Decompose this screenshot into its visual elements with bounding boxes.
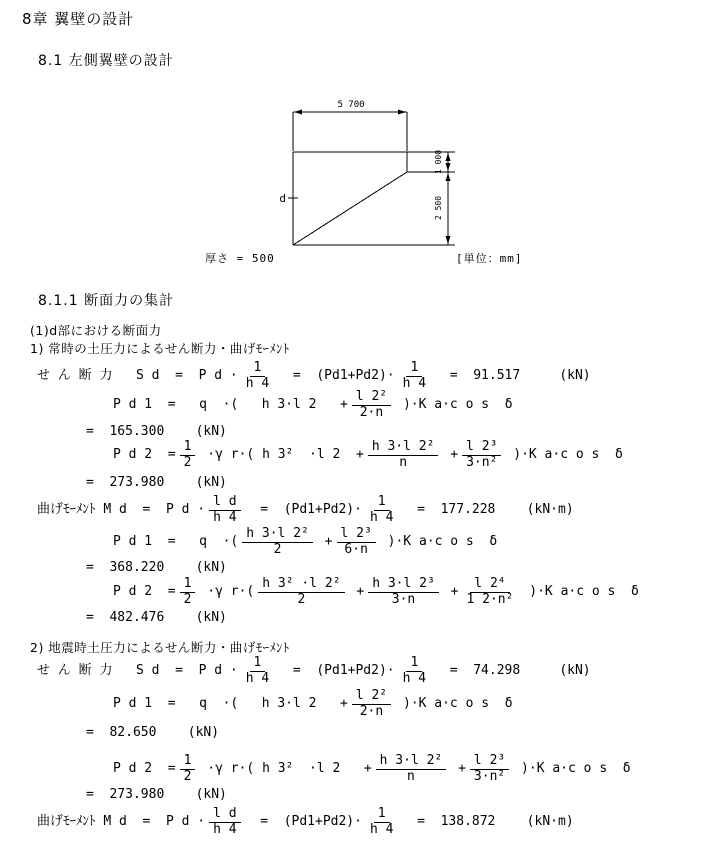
thickness-caption: 厚さ = 500 <box>205 252 275 265</box>
fraction-numerator: l 2³ <box>470 754 509 770</box>
fraction <box>180 577 196 608</box>
case2-heading: 2) 地震時土圧力によるせん断力・曲げﾓｰﾒﾝﾄ <box>30 640 290 655</box>
fraction <box>209 495 240 526</box>
fraction-denominator: 2 <box>183 591 192 607</box>
formula-text: = (Pd1+Pd2)· <box>244 501 362 517</box>
formula-md-pd2-normal-value <box>86 611 227 626</box>
d-label: d <box>279 192 286 205</box>
formula-md-pd1-normal <box>113 527 497 558</box>
formula-text: P d 2 = <box>113 446 176 462</box>
unit-caption: [単位：mm] <box>456 252 523 265</box>
fraction-denominator: 1 2·n² <box>466 591 514 607</box>
fraction <box>462 577 517 608</box>
formula-text: + <box>442 446 459 462</box>
fraction <box>368 440 439 471</box>
fraction-numerator: h 3·l 2² <box>242 527 313 543</box>
fraction <box>399 656 430 687</box>
fraction-denominator: 2 <box>297 591 306 607</box>
fraction-numerator: 1 <box>180 440 196 456</box>
formula-shear-seismic <box>37 656 591 687</box>
right-upper-dimension-label: 1 000 <box>434 149 443 175</box>
fraction-denominator: h 4 <box>213 509 237 525</box>
formula-text: せ ん 断 力 S d = P d · <box>37 367 238 383</box>
arrowhead <box>294 110 302 115</box>
fraction-denominator: h 4 <box>369 509 394 525</box>
arrowhead <box>446 236 451 244</box>
formula-text: = 74.298 (kN) <box>434 662 591 678</box>
fraction-denominator: h 4 <box>402 670 427 686</box>
fraction <box>337 527 376 558</box>
fraction-numerator: 1 <box>374 495 390 511</box>
subsection-title: 8.1.1 断面力の集計 <box>38 293 175 309</box>
formula-text: + <box>442 583 459 599</box>
fraction <box>366 495 397 526</box>
fraction-numerator: h 3·l 2² <box>376 754 447 770</box>
formula-pd2-normal <box>113 440 623 471</box>
fraction-numerator: 1 <box>180 754 196 770</box>
fraction-numerator: h 3·l 2³ <box>368 577 439 593</box>
right-lower-dimension-label: 2 500 <box>434 195 443 221</box>
wing-wall-diagram <box>0 0 723 300</box>
formula-pd1-normal-value <box>86 425 227 440</box>
formula-pd1-normal <box>113 390 513 421</box>
fraction-numerator: l d <box>209 807 240 823</box>
fraction-denominator: 6·n <box>344 541 368 557</box>
formula-text: = 138.872 (kN·m) <box>401 813 574 829</box>
formula-pd1-seismic <box>113 689 513 720</box>
formula-text: 曲げﾓｰﾒﾝﾄ M d = P d · <box>37 813 206 829</box>
formula-moment-seismic <box>37 807 574 838</box>
note-d-section: (1)d部における断面力 <box>30 323 162 338</box>
formula-text: せ ん 断 力 S d = P d · <box>37 662 238 678</box>
fraction <box>209 807 240 838</box>
fraction <box>366 807 397 838</box>
wall-diagonal-edge <box>293 172 407 245</box>
fraction-denominator: 2·n <box>359 703 384 719</box>
fraction-numerator: h 3² ·l 2² <box>258 577 344 593</box>
formula-pd2-seismic <box>113 754 631 785</box>
formula-text: = 165.300 (kN) <box>86 424 227 439</box>
fraction-denominator: 2 <box>273 541 282 557</box>
formula-moment-normal <box>37 495 574 526</box>
fraction <box>376 754 447 785</box>
formula-md-pd1-normal-value <box>86 561 227 576</box>
fraction <box>242 361 273 392</box>
fraction <box>352 689 391 720</box>
formula-text: + <box>450 760 466 776</box>
top-dimension-label: 5 700 <box>337 100 365 110</box>
fraction-numerator: l 2⁴ <box>470 577 509 593</box>
fraction <box>242 656 273 687</box>
formula-pd2-normal-value <box>86 476 227 491</box>
formula-text: )·K a·c o s δ <box>395 695 513 711</box>
formula-text: )·K a·c o s δ <box>513 760 631 776</box>
formula-text: P d 1 = q ·( h 3·l 2 + <box>113 695 348 711</box>
arrowhead <box>446 173 451 181</box>
formula-text: = (Pd1+Pd2)· <box>277 367 395 383</box>
fraction-denominator: 2 <box>183 454 192 470</box>
formula-text: ·γ r·( h 3² ·l 2 + <box>199 760 372 776</box>
fraction-denominator: 2·n <box>359 404 384 420</box>
fraction-numerator: l 2² <box>352 689 391 705</box>
arrowhead <box>398 110 406 115</box>
formula-text: = (Pd1+Pd2)· <box>244 813 362 829</box>
fraction-numerator: 1 <box>406 656 422 672</box>
formula-text: = 368.220 (kN) <box>86 560 227 575</box>
formula-text: = 273.980 (kN) <box>86 475 227 490</box>
fraction-numerator: 1 <box>180 577 196 593</box>
fraction <box>258 577 344 608</box>
formula-text: P d 2 = <box>113 583 176 599</box>
formula-text: + <box>348 583 365 599</box>
formula-text: = 482.476 (kN) <box>86 610 227 625</box>
fraction <box>462 440 501 471</box>
formula-text: P d 1 = q ·( <box>113 533 239 549</box>
fraction-numerator: 1 <box>374 807 390 823</box>
fraction-denominator: 3·n <box>391 591 416 607</box>
fraction-denominator: n <box>407 768 415 784</box>
fraction-denominator: 2 <box>183 768 192 784</box>
fraction-numerator: l d <box>209 495 240 511</box>
fraction-numerator: l 2³ <box>462 440 501 456</box>
fraction <box>180 440 196 471</box>
formula-text: = 273.980 (kN) <box>86 787 227 802</box>
formula-text: P d 2 = <box>113 760 176 776</box>
fraction <box>352 390 391 421</box>
fraction-numerator: l 2² <box>352 390 391 406</box>
formula-shear-normal <box>37 361 591 392</box>
fraction-denominator: h 4 <box>402 375 427 391</box>
fraction-numerator: 1 <box>406 361 422 377</box>
fraction <box>470 754 509 785</box>
fraction-denominator: h 4 <box>245 375 270 391</box>
fraction-numerator: h 3·l 2² <box>368 440 439 456</box>
formula-text: = 177.228 (kN·m) <box>401 501 574 517</box>
fraction-numerator: l 2³ <box>337 527 376 543</box>
formula-text: ·γ r·( <box>199 583 255 599</box>
fraction-numerator: 1 <box>250 656 266 672</box>
formula-text: + <box>316 533 333 549</box>
fraction-denominator: h 4 <box>245 670 270 686</box>
formula-pd1-seismic-value <box>86 726 219 741</box>
fraction <box>399 361 430 392</box>
arrowhead <box>446 153 451 161</box>
formula-text: = (Pd1+Pd2)· <box>277 662 395 678</box>
fraction <box>242 527 313 558</box>
fraction-denominator: h 4 <box>369 821 394 837</box>
section-title: 8.1 左側翼壁の設計 <box>38 53 174 69</box>
formula-text: )·K a·c o s δ <box>379 533 498 549</box>
fraction <box>368 577 439 608</box>
formula-md-pd2-normal <box>113 577 639 608</box>
case1-heading: 1) 常時の土圧力によるせん断力・曲げﾓｰﾒﾝﾄ <box>30 341 290 356</box>
formula-text: 曲げﾓｰﾒﾝﾄ M d = P d · <box>37 501 206 517</box>
fraction-numerator: 1 <box>250 361 266 377</box>
formula-pd2-seismic-value <box>86 788 227 803</box>
fraction-denominator: n <box>399 454 408 470</box>
formula-text: P d 1 = q ·( h 3·l 2 + <box>113 396 348 412</box>
arrowhead <box>446 163 451 171</box>
fraction-denominator: 3·n² <box>466 454 498 470</box>
formula-text: ·γ r·( h 3² ·l 2 + <box>199 446 364 462</box>
formula-text: = 91.517 (kN) <box>434 367 591 383</box>
fraction-denominator: h 4 <box>213 821 237 837</box>
formula-text: )·K a·c o s δ <box>395 396 513 412</box>
formula-text: )·K a·c o s δ <box>521 583 639 599</box>
fraction <box>180 754 196 785</box>
formula-text: = 82.650 (kN) <box>86 725 220 740</box>
fraction-denominator: 3·n² <box>473 768 506 784</box>
page-title: 8章 翼壁の設計 <box>22 10 135 28</box>
formula-text: )·K a·c o s δ <box>505 446 623 462</box>
